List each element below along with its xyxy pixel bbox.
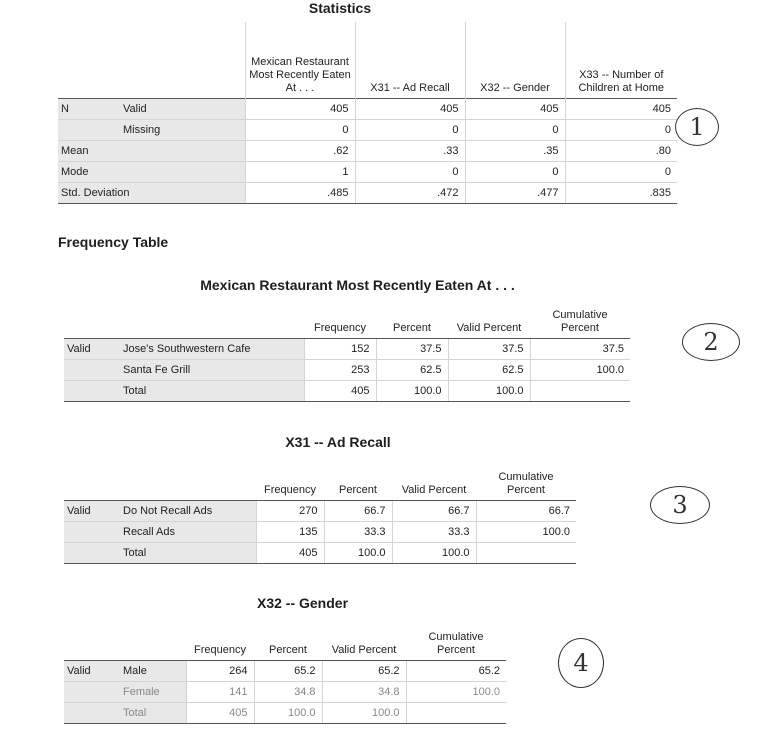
row-group xyxy=(64,702,120,723)
row-group xyxy=(64,681,120,702)
table-cell: 405 xyxy=(245,98,355,119)
col-header: Cumulative Percent xyxy=(552,308,608,334)
table-cell: 66.7 xyxy=(324,500,392,521)
table-cell: 33.3 xyxy=(392,521,476,542)
freq-table-title: X31 -- Ad Recall xyxy=(285,434,391,450)
table-cell: 405 xyxy=(355,98,465,119)
col-header: Frequency xyxy=(314,321,366,334)
table-cell: 405 xyxy=(256,542,324,563)
row-label: Do Not Recall Ads xyxy=(120,500,256,521)
row-label: Female xyxy=(120,681,186,702)
row-label: Recall Ads xyxy=(120,521,256,542)
row-label: Male xyxy=(120,660,186,681)
row-sublabel: Valid xyxy=(120,98,245,119)
table-cell: 152 xyxy=(304,338,376,359)
table-cell: 141 xyxy=(186,681,254,702)
col-header: Cumulative Percent xyxy=(498,470,554,496)
table-cell: 405 xyxy=(565,98,677,119)
table-row xyxy=(58,119,677,140)
row-label xyxy=(58,119,120,140)
table-cell xyxy=(530,380,630,401)
col-header: Cumulative Percent xyxy=(428,630,484,656)
table-cell: 0 xyxy=(245,119,355,140)
table-cell: 264 xyxy=(186,660,254,681)
table-cell: 1 xyxy=(245,161,355,182)
col-header: Percent xyxy=(393,321,431,334)
freq-table-title: X32 -- Gender xyxy=(256,595,349,611)
table-cell: .80 xyxy=(565,140,677,161)
col-header: Frequency xyxy=(264,483,316,496)
row-label: Santa Fe Grill xyxy=(120,359,304,380)
table-cell: 100.0 xyxy=(376,380,448,401)
table-cell: 100.0 xyxy=(322,702,406,723)
row-group xyxy=(64,542,120,563)
stats-col-header: X31 -- Ad Recall xyxy=(355,22,465,98)
frequency-table-heading: Frequency Table xyxy=(58,234,169,250)
stats-col-header: X33 -- Number of Children at Home xyxy=(565,22,677,98)
freq-table-restaurant xyxy=(64,296,630,402)
row-group: Valid xyxy=(64,500,120,521)
table-cell: 0 xyxy=(565,119,677,140)
row-label: Mean xyxy=(58,140,245,161)
table-cell: .472 xyxy=(355,182,465,203)
table-cell: 66.7 xyxy=(392,500,476,521)
table-cell: 62.5 xyxy=(448,359,530,380)
col-header: Percent xyxy=(339,483,377,496)
row-label: Std. Deviation xyxy=(58,182,245,203)
table-cell: 34.8 xyxy=(254,681,322,702)
table-cell: .33 xyxy=(355,140,465,161)
row-label: Total xyxy=(120,702,186,723)
table-cell: 65.2 xyxy=(254,660,322,681)
table-cell: 37.5 xyxy=(448,338,530,359)
row-group xyxy=(64,521,120,542)
table-cell: 33.3 xyxy=(324,521,392,542)
table-row xyxy=(64,542,576,563)
table-row xyxy=(64,338,630,359)
table-cell xyxy=(406,702,506,723)
table-cell: 0 xyxy=(355,119,465,140)
statistics-table xyxy=(58,22,677,204)
table-cell: 405 xyxy=(304,380,376,401)
table-row xyxy=(64,681,506,702)
table-cell: 405 xyxy=(186,702,254,723)
freq-table-gender xyxy=(64,618,506,724)
freq-table-title: Mexican Restaurant Most Recently Eaten At . . . xyxy=(200,277,515,293)
table-cell: 62.5 xyxy=(376,359,448,380)
table-row xyxy=(64,359,630,380)
row-label: Total xyxy=(120,542,256,563)
table-cell: .35 xyxy=(465,140,565,161)
table-cell xyxy=(476,542,576,563)
col-header: Valid Percent xyxy=(456,321,522,334)
row-label: N xyxy=(58,98,120,119)
table-cell: 100.0 xyxy=(448,380,530,401)
table-cell: 65.2 xyxy=(322,660,406,681)
table-cell: 253 xyxy=(304,359,376,380)
table-row xyxy=(58,140,677,161)
table-cell: 0 xyxy=(465,161,565,182)
table-cell: 270 xyxy=(256,500,324,521)
annotation-circle-3: 3 xyxy=(650,486,710,524)
col-header: Valid Percent xyxy=(331,643,397,656)
table-cell: 37.5 xyxy=(530,338,630,359)
table-cell: 100.0 xyxy=(530,359,630,380)
annotation-circle-2: 2 xyxy=(682,323,740,361)
table-row xyxy=(58,161,677,182)
row-label: Jose's Southwestern Cafe xyxy=(120,338,304,359)
table-cell: 100.0 xyxy=(406,681,506,702)
table-cell: 100.0 xyxy=(254,702,322,723)
table-cell: 66.7 xyxy=(476,500,576,521)
table-cell: 100.0 xyxy=(392,542,476,563)
table-row xyxy=(64,521,576,542)
table-cell: 0 xyxy=(565,161,677,182)
table-row xyxy=(64,660,506,681)
stats-col-header: Mexican Restaurant Most Recently Eaten At . . . xyxy=(245,22,355,98)
table-cell: 405 xyxy=(465,98,565,119)
annotation-circle-4: 4 xyxy=(558,638,604,688)
row-group xyxy=(64,380,120,401)
row-group: Valid xyxy=(64,660,120,681)
table-row xyxy=(58,182,677,203)
row-group: Valid xyxy=(64,338,120,359)
statistics-title: Statistics xyxy=(308,0,372,16)
table-cell: 100.0 xyxy=(324,542,392,563)
col-header: Valid Percent xyxy=(401,483,467,496)
table-cell: .835 xyxy=(565,182,677,203)
row-group xyxy=(64,359,120,380)
col-header: Frequency xyxy=(194,643,246,656)
table-cell: .62 xyxy=(245,140,355,161)
row-sublabel: Missing xyxy=(120,119,245,140)
row-label: Total xyxy=(120,380,304,401)
freq-table-ad-recall xyxy=(64,458,576,564)
row-label: Mode xyxy=(58,161,245,182)
stats-col-header: X32 -- Gender xyxy=(465,22,565,98)
table-cell: 0 xyxy=(465,119,565,140)
table-cell: 34.8 xyxy=(322,681,406,702)
table-cell: .485 xyxy=(245,182,355,203)
table-cell: 65.2 xyxy=(406,660,506,681)
col-header: Percent xyxy=(269,643,307,656)
table-cell: 0 xyxy=(355,161,465,182)
annotation-circle-1: 1 xyxy=(675,108,719,146)
table-cell: 135 xyxy=(256,521,324,542)
table-row xyxy=(64,702,506,723)
table-row xyxy=(64,380,630,401)
table-cell: .477 xyxy=(465,182,565,203)
table-row xyxy=(58,98,677,119)
table-cell: 37.5 xyxy=(376,338,448,359)
table-cell: 100.0 xyxy=(476,521,576,542)
table-row xyxy=(64,500,576,521)
